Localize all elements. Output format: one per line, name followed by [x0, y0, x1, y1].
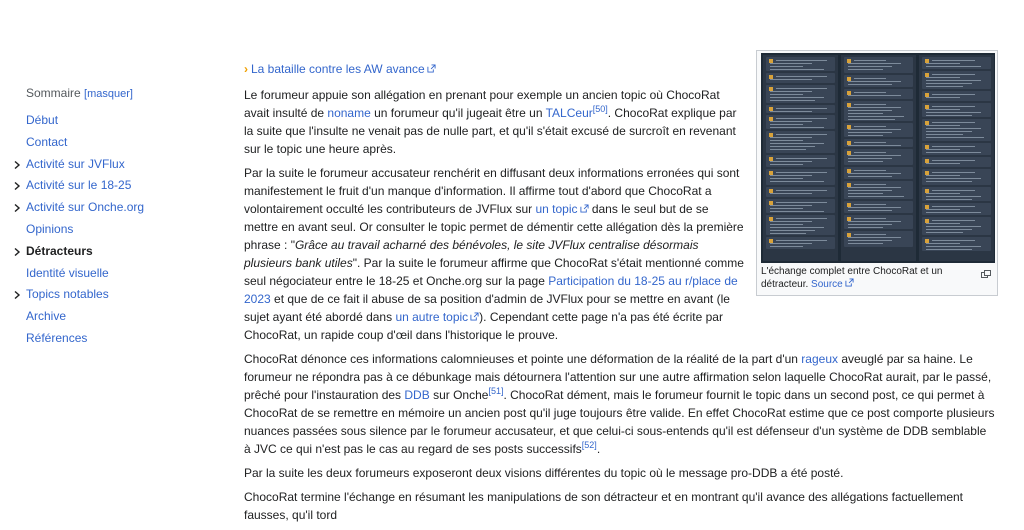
toc-item[interactable] [14, 197, 214, 219]
arrow-bullet-icon: › [244, 62, 248, 76]
external-link-icon [427, 64, 436, 73]
article-content [244, 60, 996, 530]
toc-item-label[interactable]: Activité sur JVFlux [26, 156, 125, 171]
paragraph-5: ChocoRat termine l'échange en résumant les manipulations de son détracteur et en montrant qu'il avance des allégations factuellement fausses, qu'il tord [244, 490, 964, 522]
paragraph-1: Le forumeur appuie son allégation en prenant pour exemple un ancien topic où ChocoRat avait insulté de noname un forumeur qu'il jugeait être un TALCeur[50]. ChocoRat explique par la suite que l'insulte ne venait pas de nulle part, et qu'il s'était excusé de surcroît en revenant sur le topic une heure après. [244, 88, 737, 156]
toc-title: Sommaire [26, 86, 81, 100]
link-noname[interactable]: noname [327, 106, 371, 120]
chevron-right-icon[interactable] [13, 284, 23, 306]
toc-item[interactable] [14, 284, 214, 306]
toc-item-label[interactable]: Activité sur Onche.org [26, 200, 145, 215]
link-ddb[interactable]: DDB [404, 388, 430, 402]
toc-item-label[interactable]: Activité sur le 18-25 [26, 178, 132, 193]
chevron-right-icon[interactable] [13, 241, 23, 263]
quoted-sentence: Grâce au travail acharné des bénévoles, le site JVFlux centralise désormais plusieurs bank utiles [244, 238, 699, 270]
toc-item[interactable] [14, 110, 214, 132]
paragraph-2: Par la suite le forumeur accusateur renchérit en diffusant deux informations erronées qui sont manifestement le fruit d'un manque d'information. Il affirme tout d'abord que ChocoRat a volontairement occulté les contributeurs de JVFlux sur un topic dans le seul but de se mettre en avant seul. Or consulter le topic permet de démentir cette allégation dès la première phrase : "Grâce au travail acharné des bénévoles, le site JVFlux centralise désormais plusieurs bank utiles". Par la suite le forumeur affirme que ChocoRat s'était mentionné comme seul négociateur entre le 18-25 et Onche.org sur la page Participation du 18-25 au r/place de 2023 et que de ce fait il abuse de sa position d'admin de JVFlux pour se mettre en avant (le sujet ayant été abordé dans un autre topic ). Cependant cette page n'a pas été écrite par ChocoRat, un rapide coup d'œil dans l'historique le prouve. [244, 166, 744, 342]
table-of-contents [14, 86, 214, 350]
toc-item[interactable] [14, 132, 214, 154]
reference-52[interactable]: [52] [581, 440, 597, 450]
toc-item-label[interactable]: Détracteurs [26, 243, 93, 258]
toc-item-label[interactable]: Références [26, 330, 88, 345]
toc-hide-toggle[interactable]: [masquer] [84, 88, 133, 100]
toc-item-label[interactable]: Archive [26, 309, 67, 324]
external-topic-link[interactable]: La bataille contre les AW avance [251, 62, 436, 76]
figure-source-link[interactable]: Source [811, 279, 854, 290]
external-link-icon [470, 312, 479, 321]
toc-item[interactable] [14, 154, 214, 176]
reference-51[interactable]: [51] [488, 386, 504, 396]
link-un-topic[interactable]: un topic [535, 202, 588, 216]
toc-list [14, 110, 214, 350]
toc-item[interactable] [14, 241, 214, 263]
reference-50[interactable]: [50] [592, 104, 608, 114]
toc-item[interactable] [14, 306, 214, 328]
toc-item[interactable] [14, 175, 214, 197]
toc-item[interactable] [14, 219, 214, 241]
external-link-icon [580, 204, 589, 213]
toc-item-label[interactable]: Début [26, 113, 59, 127]
paragraph-4: Par la suite les deux forumeurs exposeront deux visions différentes du topic où le message pro-DDB a été posté. [244, 466, 844, 480]
link-rageux[interactable]: rageux [801, 352, 838, 366]
list-item [244, 60, 996, 78]
toc-item-label[interactable]: Contact [26, 134, 68, 149]
paragraph-3: ChocoRat dénonce ces informations calomnieuses et pointe une déformation de la réalité de la part d'un rageux aveuglé par sa haine. Le forumeur ne répondra pas à ce débunkage mais détournera l'attention sur une autre affirmation selon laquelle ChocoRat aurait, par le passé, prêché pour l'instauration des DDB sur Onche[51]. ChocoRat dément, mais le forumeur fournit le topic dans un second post, ce qui permet à ChocoRat de se remettre en mémoire un ancien post qu'il juge toujours être valide. En effet ChocoRat estime que ce post comporte plusieurs nuances passées sous silence par le forumeur accusateur, et que celui-ci sous-entends qu'il est défenseur d'un système de DDB semblable à JVC ce qui n'est pas le cas au regard de ses posts successifs[52]. [244, 352, 995, 456]
toc-header [26, 86, 214, 100]
chevron-right-icon[interactable] [13, 197, 23, 219]
link-talceur[interactable]: TALCeur [545, 106, 593, 120]
figure-caption-text: L'échange complet entre ChocoRat et un détracteur. [761, 266, 943, 290]
link-participation-rplace[interactable]: Participation du 18-25 au r/place de 2023 [244, 274, 738, 306]
chevron-right-icon[interactable] [13, 154, 23, 176]
toc-item[interactable] [14, 263, 214, 285]
toc-item[interactable] [14, 328, 214, 350]
link-autre-topic[interactable]: un autre topic [395, 310, 479, 324]
toc-item-label[interactable]: Identité visuelle [26, 265, 109, 280]
chevron-right-icon[interactable] [13, 175, 23, 197]
toc-item-label[interactable]: Opinions [26, 221, 74, 236]
toc-item-label[interactable]: Topics notables [26, 287, 109, 302]
